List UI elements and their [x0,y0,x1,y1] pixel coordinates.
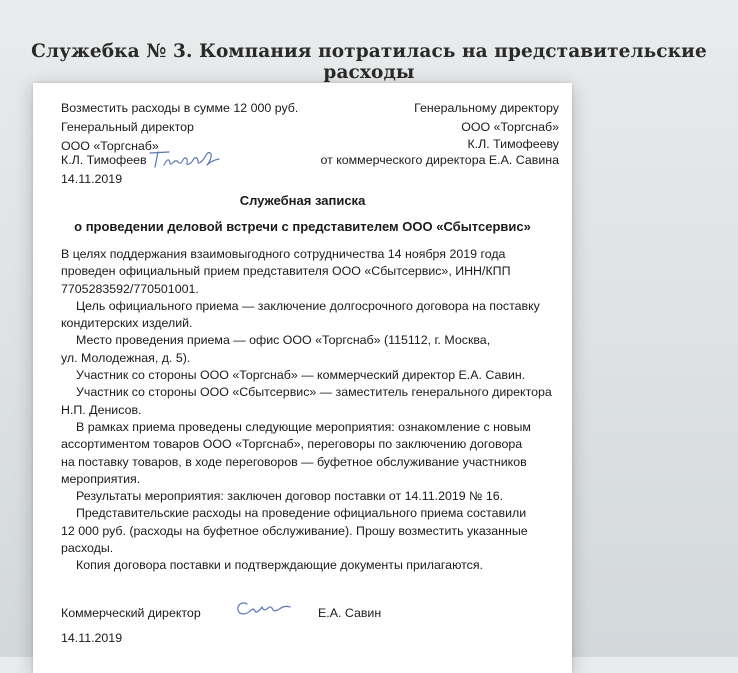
document-subtitle: о проведении деловой встречи с представителем ООО «Сбытсервис» [74,219,531,234]
resolution-date: 14.11.2019 [61,172,123,186]
resolution-line-3: ООО «Торгснаб» [61,139,159,153]
addressee-line-4: от коммерческого директора Е.А. Савина [320,153,559,167]
resolution-line-4: К.Л. Тимофеев [61,153,147,167]
body-line: Н.П. Денисов. [61,402,142,417]
signature-date: 14.11.2019 [61,631,123,645]
memo-document [33,83,572,673]
body-line: мероприятия. [61,471,141,486]
body-line: Копия договора поставки и подтверждающие документы прилагаются. [76,558,483,573]
addressee-line-3: К.Л. Тимофееву [467,137,559,151]
body-line: ул. Молодежная, д. 5). [61,350,191,365]
body-line: на поставку товаров, в ходе переговоров — буфетное обслуживание участников [61,454,527,469]
addressee-line-2: ООО «Торгснаб» [461,120,559,134]
body-line: В целях поддержания взаимовыгодного сотрудничества 14 ноября 2019 года [61,247,506,261]
body-line: проведен официальный прием представителя ООО «Сбытсервис», ИНН/КПП [61,264,511,279]
body-line: ассортиментом товаров ООО «Торгснаб», переговоры по заключению договора [61,437,523,452]
body-line: Представительские расходы на проведение официального приема составили [76,506,527,521]
body-line: Результаты мероприятия: заключен договор поставки от 14.11.2019 № 16. [76,489,504,504]
memo-body [61,246,561,575]
page-heading: Служебка № 3. Компания потратилась на представительские расходы [31,41,707,83]
body-line: 12 000 руб. (расходы на буфетное обслуживание). Прошу возместить указанные [61,523,528,538]
body-line: кондитерских изделий. [61,316,193,331]
commercial-director-signature-icon [233,595,293,621]
signature-position: Коммерческий директор [61,606,201,620]
body-line: Цель официального приема — заключение долгосрочного договора на поставку [76,298,540,313]
resolution-line-1: Возместить расходы в сумме 12 000 руб. [61,101,299,115]
body-line: Место проведения приема — офис ООО «Торгснаб» (115112, г. Москва, [76,333,491,348]
body-line: Участник со стороны ООО «Сбытсервис» — заместитель генерального директора [76,385,552,400]
body-line: расходы. [61,541,114,556]
body-line: Участник со стороны ООО «Торгснаб» — коммерческий директор Е.А. Савин. [76,368,526,383]
director-signature-icon [147,146,227,172]
body-line: 7705283592/770501001. [61,281,199,296]
addressee-line-1: Генеральному директору [414,101,559,115]
resolution-line-2: Генеральный директор [61,120,194,134]
signature-name: Е.А. Савин [318,606,382,620]
body-line: В рамках приема проведены следующие мероприятия: ознакомление с новым [76,419,531,434]
document-title: Служебная записка [239,193,366,208]
